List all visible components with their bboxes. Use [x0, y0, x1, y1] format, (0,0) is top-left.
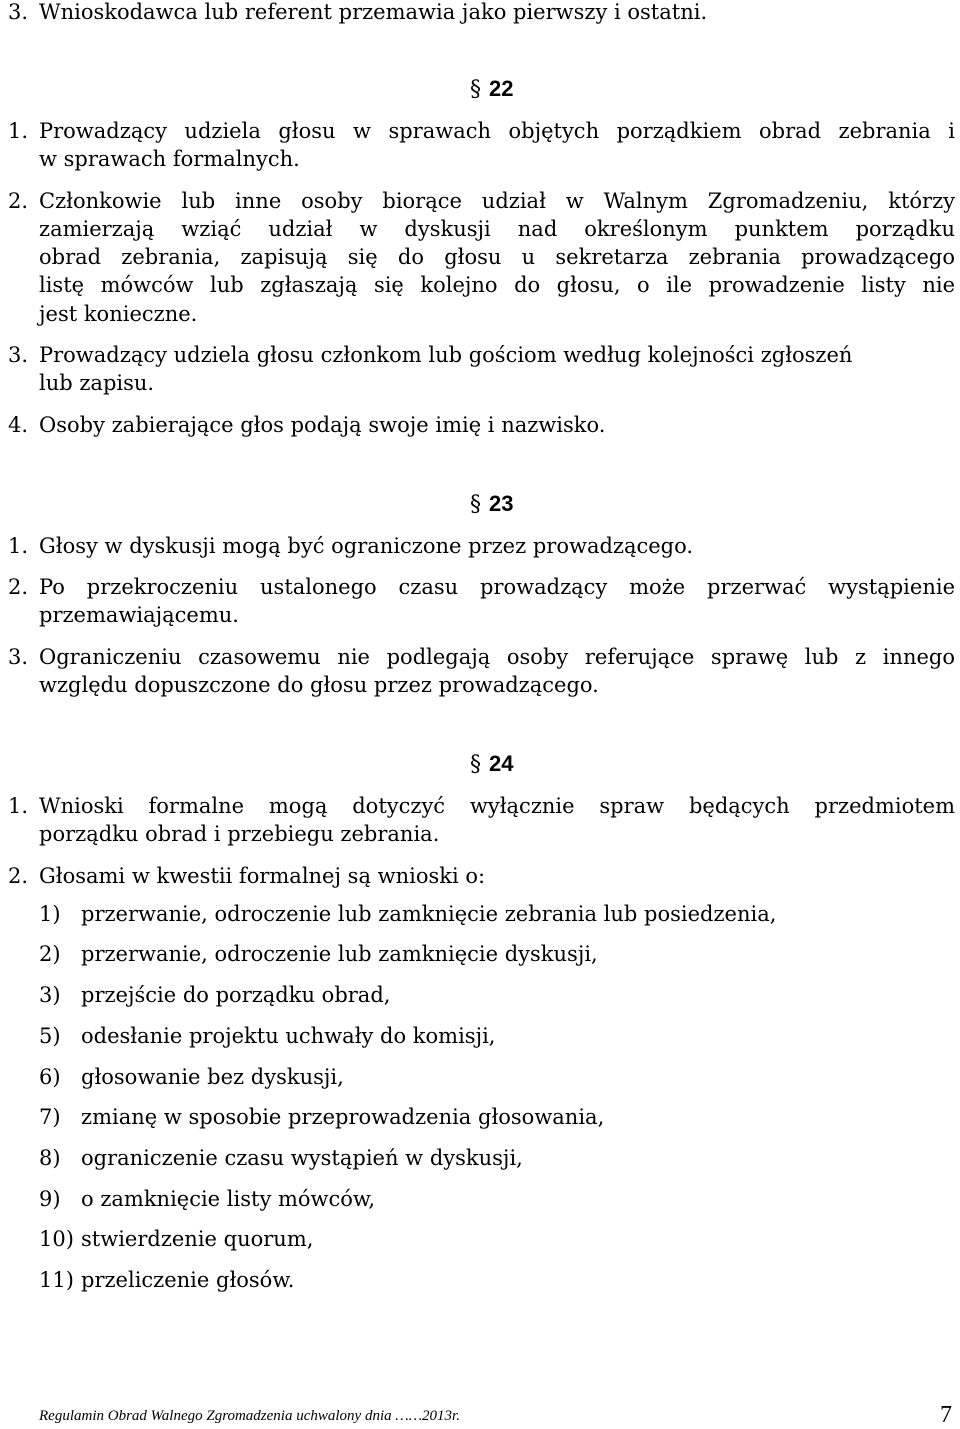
paragraph-line: listę mówców lub zgłaszają się kolejno do głosu, o ile prowadzenie listy nie — [39, 273, 955, 297]
list-item-text: przejście do porządku obrad, — [81, 983, 391, 1007]
paragraph-line: Prowadzący udziela głosu członkom lub gościom według kolejności zgłoszeń — [39, 343, 853, 367]
section-heading-23 — [470, 491, 513, 517]
list-item-text: przerwanie, odroczenie lub zamknięcie zebrania lub posiedzenia, — [81, 902, 777, 926]
list-item-number: 10) — [39, 1227, 74, 1251]
list-item — [39, 1065, 344, 1089]
section-number: 24 — [489, 751, 514, 776]
paragraph-text: Wnioskodawca lub referent przemawia jako pierwszy i ostatni. — [39, 0, 708, 24]
list-item-text: stwierdzenie quorum, — [81, 1227, 314, 1251]
item-number: 2. — [8, 864, 29, 888]
item-number: 3. — [8, 0, 29, 24]
list-item — [39, 1024, 495, 1048]
list-item-number: 8) — [39, 1146, 61, 1170]
list-item-number: 6) — [39, 1065, 61, 1089]
paragraph-line: Wnioski formalne mogą dotyczyć wyłącznie spraw będących przedmiotem — [39, 794, 955, 818]
item-number: 4. — [8, 413, 29, 437]
paragraph-line: w sprawach formalnych. — [39, 147, 300, 171]
paragraph-line: Osoby zabierające głos podają swoje imię i nazwisko. — [39, 413, 606, 437]
paragraph-line: jest konieczne. — [39, 302, 198, 326]
item-number: 1. — [8, 794, 29, 818]
list-item — [39, 1146, 523, 1170]
list-item-text: przeliczenie głosów. — [81, 1268, 295, 1292]
page-number: 7 — [940, 1402, 952, 1428]
page-footer: Regulamin Obrad Walnego Zgromadzenia uchwalony dnia ……2013r. — [39, 1408, 460, 1424]
paragraph-line: względu dopuszczone do głosu przez prowadzącego. — [39, 673, 599, 697]
item-number: 2. — [8, 189, 29, 213]
paragraph-line: porządku obrad i przebiegu zebrania. — [39, 822, 440, 846]
paragraph-line: obrad zebrania, zapisują się do głosu u sekretarza zebrania prowadzącego — [39, 245, 955, 269]
item-number: 2. — [8, 575, 29, 599]
section-sign: § — [470, 492, 481, 517]
list-item-number: 9) — [39, 1187, 61, 1211]
paragraph-line: Głosy w dyskusji mogą być ograniczone przez prowadzącego. — [39, 534, 694, 558]
paragraph-line: przemawiającemu. — [39, 603, 239, 627]
list-item-number: 2) — [39, 942, 61, 966]
section-heading-24 — [470, 751, 513, 777]
list-item — [39, 983, 390, 1007]
list-item-number: 11) — [39, 1268, 74, 1292]
section-heading-22 — [470, 76, 513, 102]
list-item-text: ograniczenie czasu wystąpień w dyskusji, — [81, 1146, 523, 1170]
list-item-text: odesłanie projektu uchwały do komisji, — [81, 1024, 496, 1048]
list-item-text: o zamknięcie listy mówców, — [81, 1187, 376, 1211]
paragraph-line: lub zapisu. — [39, 371, 155, 395]
section-number: 23 — [489, 491, 514, 516]
list-item-number: 7) — [39, 1105, 61, 1129]
item-number: 1. — [8, 119, 29, 143]
section-sign: § — [470, 752, 481, 777]
paragraph-line: Członkowie lub inne osoby biorące udział w Walnym Zgromadzeniu, którzy — [39, 189, 955, 213]
list-item — [39, 1187, 375, 1211]
list-item — [39, 1268, 294, 1292]
list-item-number: 5) — [39, 1024, 61, 1048]
section-sign: § — [470, 77, 481, 102]
item-number: 3. — [8, 343, 29, 367]
list-item-text: zmianę w sposobie przeprowadzenia głosowania, — [81, 1105, 605, 1129]
item-number: 3. — [8, 645, 29, 669]
list-item-number: 1) — [39, 902, 61, 926]
list-item — [39, 1105, 604, 1129]
list-item-number: 3) — [39, 983, 61, 1007]
paragraph-line: Po przekroczeniu ustalonego czasu prowadzący może przerwać wystąpienie — [39, 575, 955, 599]
paragraph-line: Ograniczeniu czasowemu nie podlegają osoby referujące sprawę lub z innego — [39, 645, 955, 669]
list-item-text: przerwanie, odroczenie lub zamknięcie dyskusji, — [81, 942, 598, 966]
list-item — [39, 942, 598, 966]
paragraph-line: Głosami w kwestii formalnej są wnioski o: — [39, 864, 486, 888]
paragraph-line: Prowadzący udziela głosu w sprawach objętych porządkiem obrad zebrania i — [39, 119, 955, 143]
paragraph-line: zamierzają wziąć udział w dyskusji nad określonym punktem porządku — [39, 217, 955, 241]
section-number: 22 — [489, 76, 514, 101]
list-item — [39, 1227, 313, 1251]
list-item — [39, 902, 776, 926]
list-item-text: głosowanie bez dyskusji, — [81, 1065, 344, 1089]
item-number: 1. — [8, 534, 29, 558]
